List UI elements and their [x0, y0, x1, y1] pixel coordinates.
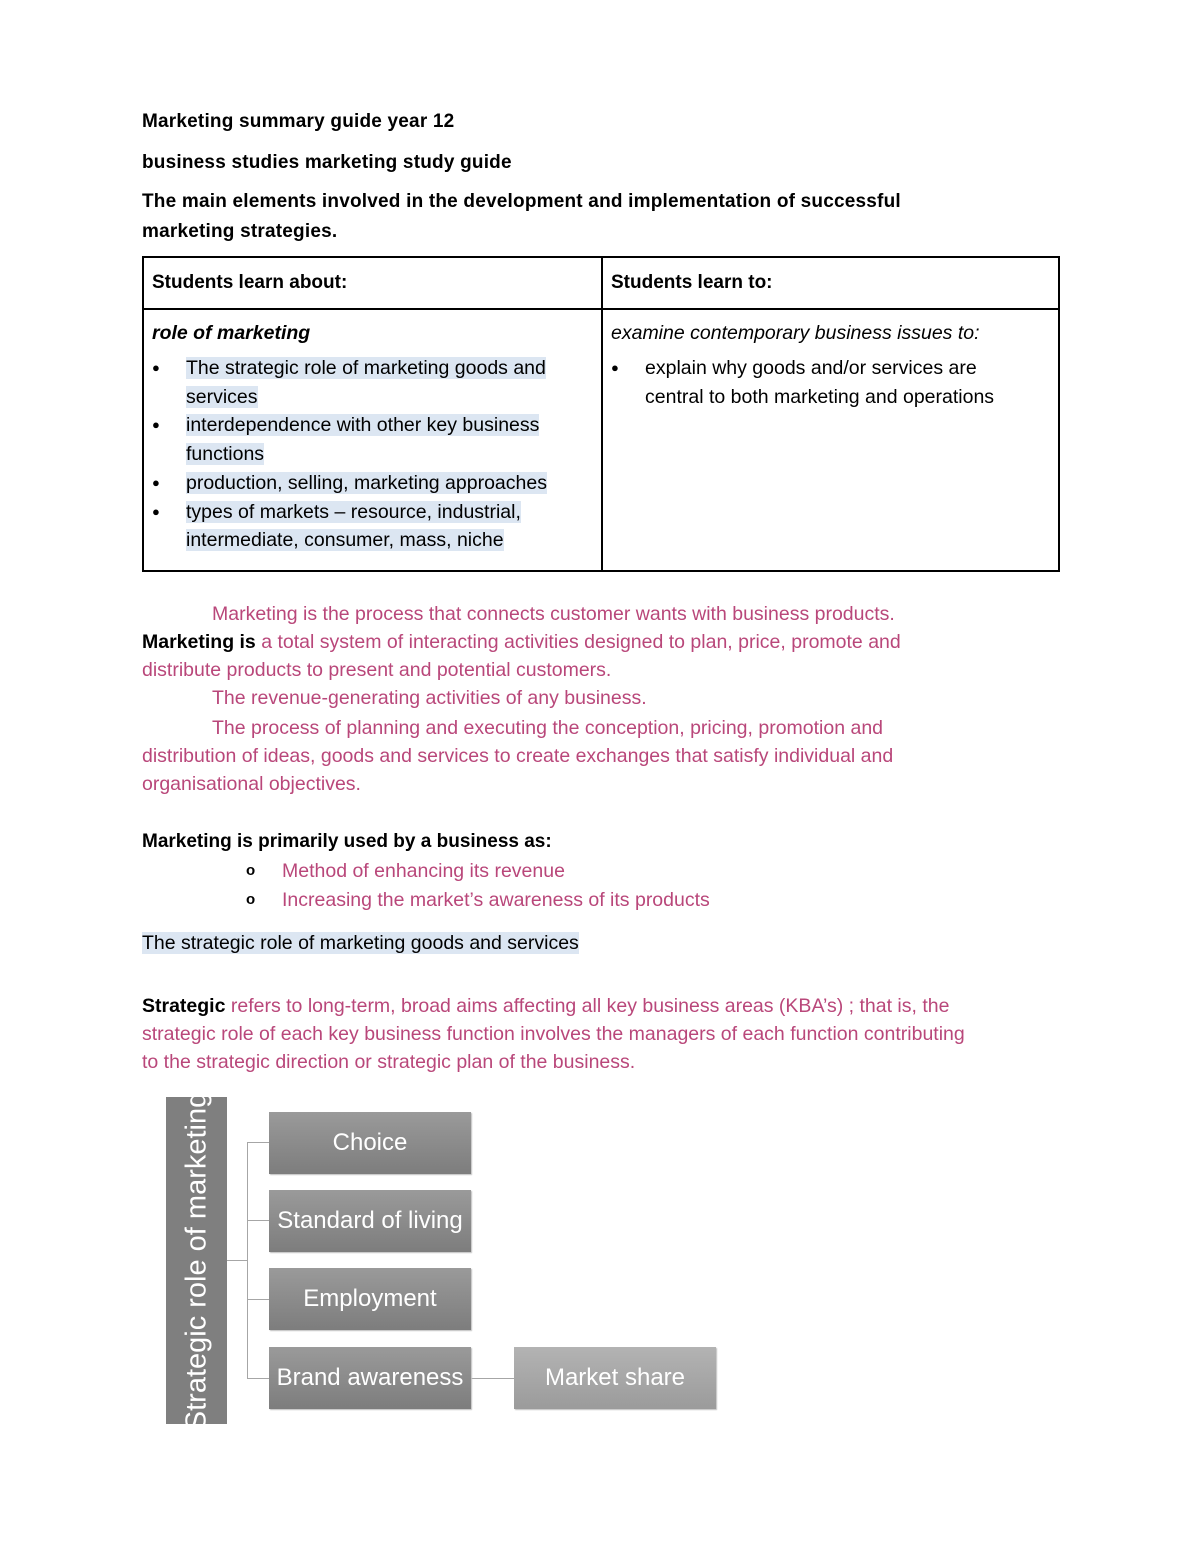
- doc-title: Marketing summary guide year 12: [142, 111, 455, 132]
- intro-line-2: marketing strategies.: [142, 221, 338, 242]
- diagram-root: [166, 1091, 227, 1430]
- list-item: [152, 354, 592, 411]
- connector-branch: [247, 1142, 269, 1143]
- intro-line-1: The main elements involved in the development and implementation of successful: [142, 191, 901, 212]
- list-item-text: types of markets – resource, industrial,: [186, 500, 521, 523]
- strategic-heading-text: The strategic role of marketing goods and services: [142, 932, 579, 954]
- connector-root: [227, 1260, 248, 1261]
- diagram-node-standard-of-living: Standard of living: [269, 1190, 471, 1252]
- diagram-node-choice: Choice: [269, 1112, 471, 1174]
- definition-4-end: organisational objectives.: [142, 773, 361, 795]
- definition-2-cont: distribute products to present and potential customers.: [142, 659, 612, 681]
- list-item-text-cont: functions: [186, 442, 265, 465]
- list-item-text-cont: intermediate, consumer, mass, niche: [186, 529, 504, 551]
- uses-heading: Marketing is primarily used by a business as:: [142, 831, 552, 852]
- list-item: [246, 857, 710, 886]
- strategic-heading: [142, 929, 579, 957]
- connector-market-share: [471, 1378, 514, 1379]
- table-column-divider: [601, 258, 603, 570]
- connector-trunk: [247, 1142, 248, 1379]
- col2-list: [611, 354, 1051, 411]
- table-header-learn-about: Students learn about:: [152, 272, 348, 293]
- definition-2: [142, 628, 901, 656]
- diagram-node-employment: Employment: [269, 1268, 471, 1330]
- strategic-text: refers to long-term, broad aims affecting all key business areas (KBA’s) ; that is, the: [225, 995, 950, 1017]
- doc-subtitle: business studies marketing study guide: [142, 152, 512, 173]
- bullet-icon: ●: [611, 360, 619, 375]
- strategic-def-cont: strategic role of each key business function involves the managers of each function contributing: [142, 1023, 965, 1045]
- list-item-text: production, selling, marketing approaches: [186, 472, 547, 494]
- diagram-node-market-share: Market share: [514, 1347, 716, 1409]
- list-item-text-cont: central to both marketing and operations: [645, 385, 995, 408]
- strategic-label: Strategic: [142, 995, 226, 1017]
- list-item-text: The strategic role of marketing goods and: [186, 357, 546, 379]
- definition-4: The process of planning and executing the conception, pricing, promotion and: [212, 717, 884, 739]
- strategic-def: [142, 992, 949, 1020]
- bullet-icon: ●: [152, 417, 160, 432]
- hollow-bullet-icon: o: [246, 862, 256, 879]
- definition-2-text: a total system of interacting activities designed to plan, price, promote and: [255, 631, 901, 653]
- diagram-node-brand-awareness: Brand awareness: [269, 1347, 471, 1409]
- strategic-def-end: to the strategic direction or strategic plan of the business.: [142, 1051, 636, 1073]
- learning-table: [142, 256, 1060, 572]
- list-item-text: interdependence with other key business: [186, 414, 540, 436]
- bullet-icon: ●: [152, 475, 160, 490]
- diagram-root-label: Strategic role of marketing: [180, 1091, 212, 1430]
- list-item-text-cont: services: [186, 385, 258, 408]
- table-header-divider: [144, 308, 1058, 310]
- list-item: [152, 469, 592, 498]
- definition-3: The revenue-generating activities of any business.: [212, 687, 647, 709]
- col1-title: role of marketing: [152, 322, 311, 344]
- hollow-bullet-icon: o: [246, 890, 256, 908]
- list-item: [246, 886, 710, 915]
- list-item-text: Increasing the market’s awareness of its products: [282, 888, 710, 911]
- list-item: [611, 354, 1051, 411]
- definition-1: Marketing is the process that connects customer wants with business products.: [212, 603, 895, 625]
- list-item-text: Method of enhancing its revenue: [282, 860, 565, 882]
- list-item: [152, 498, 592, 555]
- definition-4-cont: distribution of ideas, goods and services to create exchanges that satisfy individual and: [142, 745, 894, 767]
- bullet-icon: ●: [152, 503, 160, 519]
- connector-branch: [247, 1378, 269, 1379]
- uses-list: [246, 857, 710, 914]
- connector-branch: [247, 1220, 269, 1221]
- col2-title: examine contemporary business issues to:: [611, 322, 980, 344]
- col1-list: [152, 354, 592, 555]
- list-item: [152, 411, 592, 468]
- bullet-icon: ●: [152, 360, 160, 375]
- definition-2-label: Marketing is: [142, 631, 256, 653]
- table-header-learn-to: Students learn to:: [611, 272, 773, 293]
- connector-branch: [247, 1299, 269, 1300]
- list-item-text: explain why goods and/or services are: [645, 357, 977, 379]
